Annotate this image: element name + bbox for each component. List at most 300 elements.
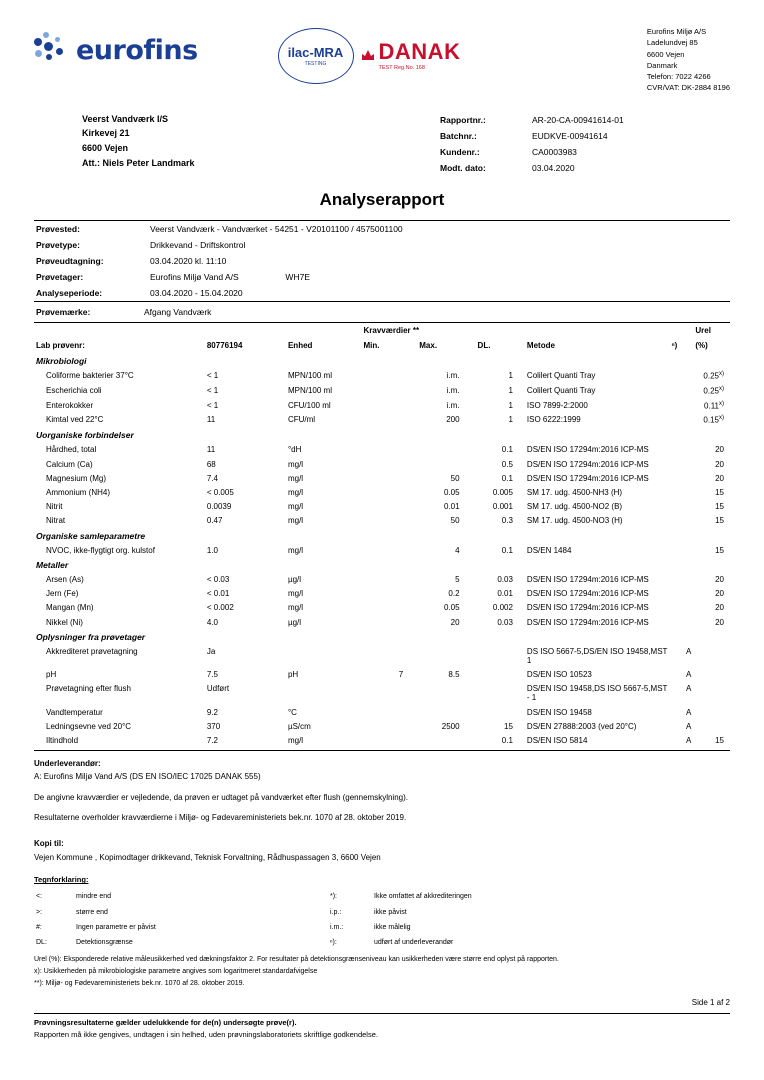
legend-symbol-2: *): bbox=[330, 893, 337, 901]
sampler-value bbox=[148, 269, 730, 285]
max-value: 0.2 bbox=[448, 589, 460, 599]
legend-text-2: ikke påvist bbox=[374, 908, 407, 916]
dl-value bbox=[476, 705, 525, 719]
table-row bbox=[34, 368, 730, 383]
urel-value: 0.15$^{x)}$ bbox=[703, 415, 724, 426]
legend-row bbox=[34, 890, 730, 905]
n-value bbox=[669, 615, 693, 629]
method-value: SM 17. udg. 4500-NO2 (B) bbox=[526, 502, 623, 512]
max-value bbox=[417, 733, 475, 747]
unit-value: mg/l bbox=[287, 502, 304, 512]
method-value: DS ISO 5667-5,DS/EN ISO 19458,MST 1 bbox=[526, 647, 668, 666]
result-value: 68 bbox=[206, 459, 216, 469]
n-value bbox=[669, 514, 693, 528]
min-value bbox=[362, 413, 418, 428]
lab-phone: Telefon: 7022 4266 bbox=[646, 72, 711, 81]
method-value: SM 17. udg. 4500-NO3 (H) bbox=[526, 516, 623, 526]
urel-value: 0.11$^{x)}$ bbox=[704, 400, 724, 411]
max-value: i.m. bbox=[446, 370, 460, 380]
results-group-label: Mikrobiologi bbox=[36, 355, 87, 366]
max-value: 20 bbox=[450, 617, 460, 627]
method-value: Colilert Quanti Tray bbox=[526, 370, 596, 380]
method-header: Metode bbox=[526, 341, 555, 351]
received-date-value: 03.04.2020 bbox=[532, 162, 575, 173]
legend-text-2: udført af underleverandør bbox=[374, 938, 454, 946]
legend-title: Tegnforklaring: bbox=[34, 875, 89, 885]
dl-value: 0.1 bbox=[501, 445, 513, 455]
report-number-value: AR-20-CA-00941614-01 bbox=[532, 114, 624, 125]
legend-text-2: Ikke omfattet af akkrediteringen bbox=[374, 893, 472, 901]
table-row bbox=[34, 383, 730, 398]
dl-header: DL. bbox=[477, 341, 491, 351]
dl-value bbox=[476, 668, 525, 682]
customer-name: Veerst Vandværk I/S bbox=[82, 113, 169, 124]
method-value: DS/EN 27888:2003 (ved 20°C) bbox=[526, 721, 637, 731]
report-meta-row bbox=[440, 112, 730, 128]
table-row bbox=[34, 644, 730, 667]
urel-value: 15 bbox=[715, 735, 724, 745]
unit-value bbox=[286, 682, 362, 705]
n-value: A bbox=[686, 647, 692, 657]
unit-value: mg/l bbox=[287, 603, 304, 613]
table-row bbox=[34, 514, 730, 528]
unit-header: Enhed bbox=[287, 341, 313, 351]
results-group-header bbox=[34, 353, 730, 368]
table-row bbox=[34, 457, 730, 471]
urel-superscript: x) bbox=[719, 415, 724, 422]
n-value: A bbox=[686, 735, 692, 745]
customer-street: Kirkevej 21 bbox=[82, 128, 130, 139]
danak-logo bbox=[360, 41, 461, 71]
urel-value: 15 bbox=[715, 545, 724, 555]
result-value: 0.47 bbox=[206, 516, 223, 526]
result-value: 9.2 bbox=[206, 707, 218, 717]
urel-value: 15 bbox=[715, 502, 724, 512]
legend-symbol-2: i.p.: bbox=[330, 908, 342, 916]
min-value bbox=[362, 383, 418, 398]
results-header bbox=[34, 338, 730, 353]
n-value bbox=[669, 368, 693, 383]
info-row bbox=[34, 269, 730, 285]
analysis-period-value: 03.04.2020 - 15.04.2020 bbox=[150, 288, 243, 299]
sample-mark-value: Afgang Vandværk bbox=[144, 307, 212, 318]
n-header: ⁿ) bbox=[671, 341, 678, 351]
urel-header: Urel bbox=[695, 326, 711, 336]
method-value: ISO 7899-2:2000 bbox=[526, 400, 588, 410]
customer-city: 6600 Vejen bbox=[82, 143, 129, 154]
customer-attention: Att.: Niels Peter Landmark bbox=[82, 158, 195, 169]
method-value: DS/EN ISO 10523 bbox=[526, 670, 592, 680]
result-value: Ja bbox=[206, 647, 216, 657]
parameter-name: Magnesium (Mg) bbox=[46, 473, 107, 483]
max-value: 8.5 bbox=[448, 670, 460, 680]
report-meta-row bbox=[440, 144, 730, 160]
method-value: DS/EN ISO 17294m:2016 ICP-MS bbox=[526, 575, 649, 585]
note-paragraph-2: Resultaterne overholder kravværdierne i Miljø- og Fødevareministeriets bek.nr. 1070 af 28. oktober 2019. bbox=[34, 813, 407, 823]
max-value: i.m. bbox=[446, 385, 460, 395]
dl-value: 0.01 bbox=[497, 589, 513, 599]
urel-value bbox=[693, 682, 730, 705]
urel-value bbox=[693, 668, 730, 682]
min-value bbox=[362, 682, 418, 705]
sampler-label: Prøvetager: bbox=[36, 272, 84, 283]
result-value: 7.2 bbox=[206, 735, 218, 745]
lab-address-line: Eurofins Miljø A/S bbox=[646, 27, 707, 36]
dl-value: 0.002 bbox=[492, 603, 513, 613]
unit-value: °dH bbox=[287, 445, 302, 455]
sampler-company: Eurofins Miljø Vand A/S bbox=[150, 272, 239, 283]
legend-symbol: DL: bbox=[36, 938, 47, 946]
n-value bbox=[669, 587, 693, 601]
sub-supplier-title: Underleverandør: bbox=[34, 758, 101, 768]
min-header: Min. bbox=[363, 341, 380, 351]
footer-note-2: Rapporten må ikke gengives, undtagen i sin helhed, uden prøvningslaboratoriets skriftlige godkendelse. bbox=[34, 1030, 378, 1040]
urel-note: Urel (%): Eksponderede relative måleusikkerhed ved dækningsfaktor 2. For resultater på detektionsgrænseniveau kan usikkerheden være større end oplyst på rapporten. bbox=[34, 956, 559, 964]
min-value bbox=[362, 398, 418, 413]
ilac-testing-label: TESTING bbox=[304, 60, 327, 67]
report-meta-row bbox=[440, 128, 730, 144]
parameter-name: Vandtemperatur bbox=[46, 707, 103, 717]
legend-row bbox=[34, 935, 730, 950]
dl-value: 1 bbox=[508, 385, 513, 395]
n-value bbox=[669, 443, 693, 457]
lab-address-block bbox=[647, 22, 730, 94]
notes-section bbox=[34, 751, 730, 1042]
results-group-header bbox=[34, 629, 730, 644]
table-row bbox=[34, 587, 730, 601]
max-value bbox=[417, 457, 475, 471]
legend-symbol: <: bbox=[36, 893, 43, 901]
n-value: A bbox=[686, 707, 692, 717]
results-group-label: Oplysninger fra prøvetager bbox=[36, 631, 146, 642]
unit-value: mg/l bbox=[287, 545, 304, 555]
urel-value bbox=[693, 644, 730, 667]
n-value bbox=[669, 398, 693, 413]
min-value bbox=[362, 471, 418, 485]
results-group-header bbox=[34, 557, 730, 572]
dl-value: 1 bbox=[508, 415, 513, 425]
max-value: 4 bbox=[455, 545, 460, 555]
method-value: SM 17. udg. 4500-NH3 (H) bbox=[526, 487, 623, 497]
krav-header: Kravværdier ** bbox=[363, 326, 420, 336]
batch-number-value: EUDKVE-00941614 bbox=[532, 130, 608, 141]
eurofins-logo bbox=[34, 22, 254, 68]
urel-superscript: x) bbox=[719, 370, 724, 377]
unit-value: mg/l bbox=[287, 473, 304, 483]
urel-superscript: x) bbox=[719, 400, 724, 407]
sample-location-label: Prøvested: bbox=[36, 224, 80, 235]
result-value: 370 bbox=[206, 721, 221, 731]
legend-text: større end bbox=[76, 908, 108, 916]
method-value: DS/EN ISO 19458,DS ISO 5667-5,MST - 1 bbox=[526, 684, 668, 703]
method-value: DS/EN ISO 17294m:2016 ICP-MS bbox=[526, 617, 649, 627]
lab-sample-no-label: Lab prøvenr: bbox=[36, 341, 85, 351]
accreditation-marks bbox=[254, 22, 484, 84]
parameter-name: NVOC, ikke-flygtigt org. kulstof bbox=[46, 545, 155, 555]
result-value: 7.5 bbox=[206, 670, 218, 680]
min-value bbox=[362, 368, 418, 383]
eurofins-dots-icon bbox=[34, 32, 70, 68]
result-value: < 0.005 bbox=[206, 487, 234, 497]
unit-value: µg/l bbox=[287, 575, 302, 585]
min-value bbox=[362, 719, 418, 733]
sampler-code: WH7E bbox=[285, 272, 310, 283]
lab-address-line: Danmark bbox=[646, 60, 678, 70]
parameter-name: Akkrediteret prøvetagning bbox=[46, 647, 138, 657]
max-value bbox=[417, 644, 475, 667]
method-value: DS/EN ISO 17294m:2016 ICP-MS bbox=[526, 603, 649, 613]
unit-value: MPN/100 ml bbox=[287, 385, 332, 395]
dl-value: 0.1 bbox=[501, 545, 513, 555]
method-value: DS/EN ISO 17294m:2016 ICP-MS bbox=[526, 445, 649, 455]
lab-address-line: 6600 Vejen bbox=[646, 49, 685, 59]
customer-and-report-meta bbox=[0, 94, 764, 177]
parameter-name: pH bbox=[46, 670, 57, 680]
dl-value: 0.03 bbox=[497, 575, 513, 585]
result-value: 11 bbox=[206, 415, 216, 425]
parameter-name: Iltindhold bbox=[46, 735, 79, 745]
dl-value: 1 bbox=[508, 400, 513, 410]
urel-value bbox=[693, 719, 730, 733]
legend-row bbox=[34, 905, 730, 920]
max-value: 50 bbox=[450, 516, 460, 526]
method-value: DS/EN ISO 17294m:2016 ICP-MS bbox=[526, 473, 649, 483]
parameter-name: Mangan (Mn) bbox=[46, 603, 94, 613]
result-value: < 0.03 bbox=[206, 575, 230, 585]
result-value: < 1 bbox=[206, 385, 219, 395]
max-value: 2500 bbox=[441, 721, 460, 731]
min-value bbox=[362, 733, 418, 747]
legend-row bbox=[34, 920, 730, 935]
results-group-label: Metaller bbox=[36, 559, 69, 570]
table-row bbox=[34, 573, 730, 587]
min-value bbox=[362, 644, 418, 667]
max-value: i.m. bbox=[446, 400, 460, 410]
dl-value: 0.1 bbox=[501, 473, 513, 483]
method-value: Colilert Quanti Tray bbox=[526, 385, 596, 395]
report-number-label: Rapportnr.: bbox=[440, 114, 486, 125]
legend-symbol-2: ⁿ): bbox=[330, 938, 337, 946]
result-value: 7.4 bbox=[206, 473, 218, 483]
dl-value: 0.3 bbox=[501, 516, 513, 526]
unit-value bbox=[286, 644, 362, 667]
n-value bbox=[669, 471, 693, 485]
dl-value bbox=[476, 682, 525, 705]
dl-value: 1 bbox=[508, 370, 513, 380]
lab-address-line: Ladelundvej 85 bbox=[646, 38, 698, 48]
results-group-header bbox=[34, 528, 730, 543]
dl-value: 0.03 bbox=[497, 617, 513, 627]
urel-value: 0.25$^{x)}$ bbox=[703, 370, 724, 381]
max-value: 50 bbox=[450, 473, 460, 483]
sample-mark-row bbox=[34, 302, 730, 322]
urel-value: 15 bbox=[715, 516, 724, 526]
sample-info-table bbox=[34, 221, 730, 301]
max-value bbox=[417, 443, 475, 457]
table-row bbox=[34, 601, 730, 615]
sub-supplier-text: A: Eurofins Miljø Vand A/S (DS EN ISO/IEC 17025 DANAK 555) bbox=[34, 772, 261, 782]
urel-pct-header: (%) bbox=[695, 341, 708, 351]
customer-number-label: Kundenr.: bbox=[440, 146, 480, 157]
footer-note-1: Prøvningsresultaterne gælder udelukkende for de(n) undersøgte prøve(r). bbox=[34, 1018, 297, 1028]
dl-value: 15 bbox=[504, 721, 513, 731]
table-row bbox=[34, 443, 730, 457]
method-value: DS/EN ISO 17294m:2016 ICP-MS bbox=[526, 459, 649, 469]
dl-value bbox=[476, 644, 525, 667]
note-paragraph-1: De angivne kravværdier er vejledende, da prøven er udtaget på vandværket efter flush (gennemskylning). bbox=[34, 792, 408, 802]
unit-value: mg/l bbox=[287, 516, 304, 526]
result-value: 11 bbox=[206, 445, 216, 455]
page-title: Analyserapport bbox=[319, 190, 445, 210]
results-group-label: Organiske samleparametre bbox=[36, 530, 146, 541]
urel-value: 20 bbox=[715, 575, 724, 585]
table-row bbox=[34, 485, 730, 499]
results-header-krav bbox=[34, 323, 730, 338]
sampling-label: Prøveudtagning: bbox=[36, 256, 104, 267]
table-row bbox=[34, 543, 730, 557]
urel-value: 15 bbox=[715, 487, 724, 497]
copy-to-text: Vejen Kommune , Kopimodtager drikkevand, Teknisk Forvaltning, Rådhuspassagen 3, 6600 Vejen bbox=[34, 852, 381, 862]
table-row bbox=[34, 733, 730, 747]
max-header: Max. bbox=[419, 341, 438, 351]
dl-value: 0.5 bbox=[501, 459, 513, 469]
unit-value: MPN/100 ml bbox=[287, 370, 332, 380]
stars-note: **): Miljø- og Fødevareministeriets bek.nr. 1070 af 28. oktober 2019. bbox=[34, 979, 245, 987]
sample-location-value: Veerst Vandværk - Vandværket - 54251 - V20101100 / 4575001100 bbox=[150, 224, 403, 235]
page-number: Side 1 af 2 bbox=[691, 997, 730, 1007]
legend-table bbox=[34, 890, 730, 950]
table-row bbox=[34, 705, 730, 719]
danak-wordmark: DANAK bbox=[378, 39, 461, 64]
table-row bbox=[34, 500, 730, 514]
report-meta-row bbox=[440, 160, 730, 176]
urel-value: 0.25$^{x)}$ bbox=[703, 385, 724, 396]
copy-to-title: Kopi til: bbox=[34, 838, 64, 848]
parameter-name: Enterokokker bbox=[46, 400, 94, 410]
n-value: A bbox=[686, 670, 692, 680]
dl-value: 0.1 bbox=[501, 735, 513, 745]
sample-type-value: Drikkevand - Driftskontrol bbox=[150, 240, 246, 251]
dl-value: 0.005 bbox=[492, 487, 513, 497]
table-row bbox=[34, 413, 730, 428]
parameter-name: Hårdhed, total bbox=[46, 445, 97, 455]
batch-number-label: Batchnr.: bbox=[440, 130, 477, 141]
report-meta bbox=[440, 112, 730, 177]
legend-text: Ingen parametre er påvist bbox=[76, 923, 156, 931]
parameter-name: Calcium (Ca) bbox=[46, 459, 93, 469]
urel-value: 20 bbox=[715, 445, 724, 455]
max-value: 0.01 bbox=[443, 502, 460, 512]
parameter-name: Kimtal ved 22°C bbox=[46, 415, 104, 425]
info-row bbox=[34, 285, 730, 301]
result-value: 4.0 bbox=[206, 617, 218, 627]
n-value bbox=[669, 383, 693, 398]
min-value bbox=[362, 601, 418, 615]
info-row bbox=[34, 237, 730, 253]
sampling-value: 03.04.2020 kl. 11:10 bbox=[150, 256, 227, 267]
method-value: DS/EN ISO 19458 bbox=[526, 707, 592, 717]
method-value: DS/EN ISO 17294m:2016 ICP-MS bbox=[526, 589, 649, 599]
max-value: 0.05 bbox=[443, 487, 460, 497]
urel-value: 20 bbox=[715, 617, 724, 627]
result-value: 1.0 bbox=[206, 545, 218, 555]
danak-reg-number: TEST Reg.No. 168 bbox=[378, 65, 425, 71]
max-value bbox=[417, 705, 475, 719]
ilac-mra-label: ilac-MRA bbox=[287, 44, 344, 60]
table-row bbox=[34, 668, 730, 682]
result-value: < 0.002 bbox=[206, 603, 234, 613]
method-value: ISO 6222:1999 bbox=[526, 415, 581, 425]
result-value: < 1 bbox=[206, 400, 219, 410]
parameter-name: Coliforme bakterier 37°C bbox=[46, 370, 134, 380]
legend-symbol: #: bbox=[36, 923, 42, 931]
legend-text: mindre end bbox=[76, 893, 112, 901]
urel-value: 20 bbox=[715, 589, 724, 599]
customer-number-value: CA0003983 bbox=[532, 146, 577, 157]
min-value bbox=[362, 443, 418, 457]
table-row bbox=[34, 398, 730, 413]
min-value bbox=[362, 705, 418, 719]
min-value bbox=[362, 615, 418, 629]
max-value bbox=[417, 682, 475, 705]
parameter-name: Nitrit bbox=[46, 502, 63, 512]
result-value: Udført bbox=[206, 684, 230, 694]
page-header bbox=[0, 0, 764, 94]
customer-address bbox=[82, 112, 382, 177]
result-value: < 1 bbox=[206, 370, 219, 380]
results-table bbox=[34, 323, 730, 748]
footer-notes bbox=[34, 1014, 730, 1041]
results-group-label: Uorganiske forbindelser bbox=[36, 430, 134, 441]
results-group-header bbox=[34, 428, 730, 443]
legend-text: Detektionsgrænse bbox=[76, 938, 133, 946]
n-value: A bbox=[686, 684, 692, 694]
table-row bbox=[34, 719, 730, 733]
max-value: 0.05 bbox=[443, 603, 460, 613]
info-row bbox=[34, 221, 730, 237]
parameter-name: Jern (Fe) bbox=[46, 589, 79, 599]
min-value bbox=[362, 587, 418, 601]
legend-symbol-2: i.m.: bbox=[330, 923, 344, 931]
unit-value: mg/l bbox=[287, 735, 304, 745]
unit-value: mg/l bbox=[287, 487, 304, 497]
min-value: 7 bbox=[398, 670, 404, 680]
min-value bbox=[362, 543, 418, 557]
n-value bbox=[669, 485, 693, 499]
n-value bbox=[669, 601, 693, 615]
analysis-period-label: Analyseperiode: bbox=[36, 288, 103, 299]
parameter-name: Arsen (As) bbox=[46, 575, 84, 585]
lab-vat: CVR/VAT: DK-2884 8196 bbox=[646, 83, 730, 93]
unit-value: °C bbox=[287, 707, 297, 717]
unit-value: mg/l bbox=[287, 459, 304, 469]
n-value bbox=[669, 500, 693, 514]
min-value bbox=[362, 457, 418, 471]
result-value: 0.0039 bbox=[206, 502, 232, 512]
min-value bbox=[362, 500, 418, 514]
min-value bbox=[362, 485, 418, 499]
n-value bbox=[669, 573, 693, 587]
n-value: A bbox=[686, 721, 692, 731]
unit-value: µg/l bbox=[287, 617, 302, 627]
crown-icon bbox=[360, 47, 376, 63]
sample-type-label: Prøvetype: bbox=[36, 240, 80, 251]
unit-value: CFU/100 ml bbox=[287, 400, 331, 410]
n-value bbox=[669, 413, 693, 428]
ilac-mra-icon bbox=[278, 28, 354, 84]
min-value bbox=[362, 573, 418, 587]
n-value bbox=[669, 457, 693, 471]
